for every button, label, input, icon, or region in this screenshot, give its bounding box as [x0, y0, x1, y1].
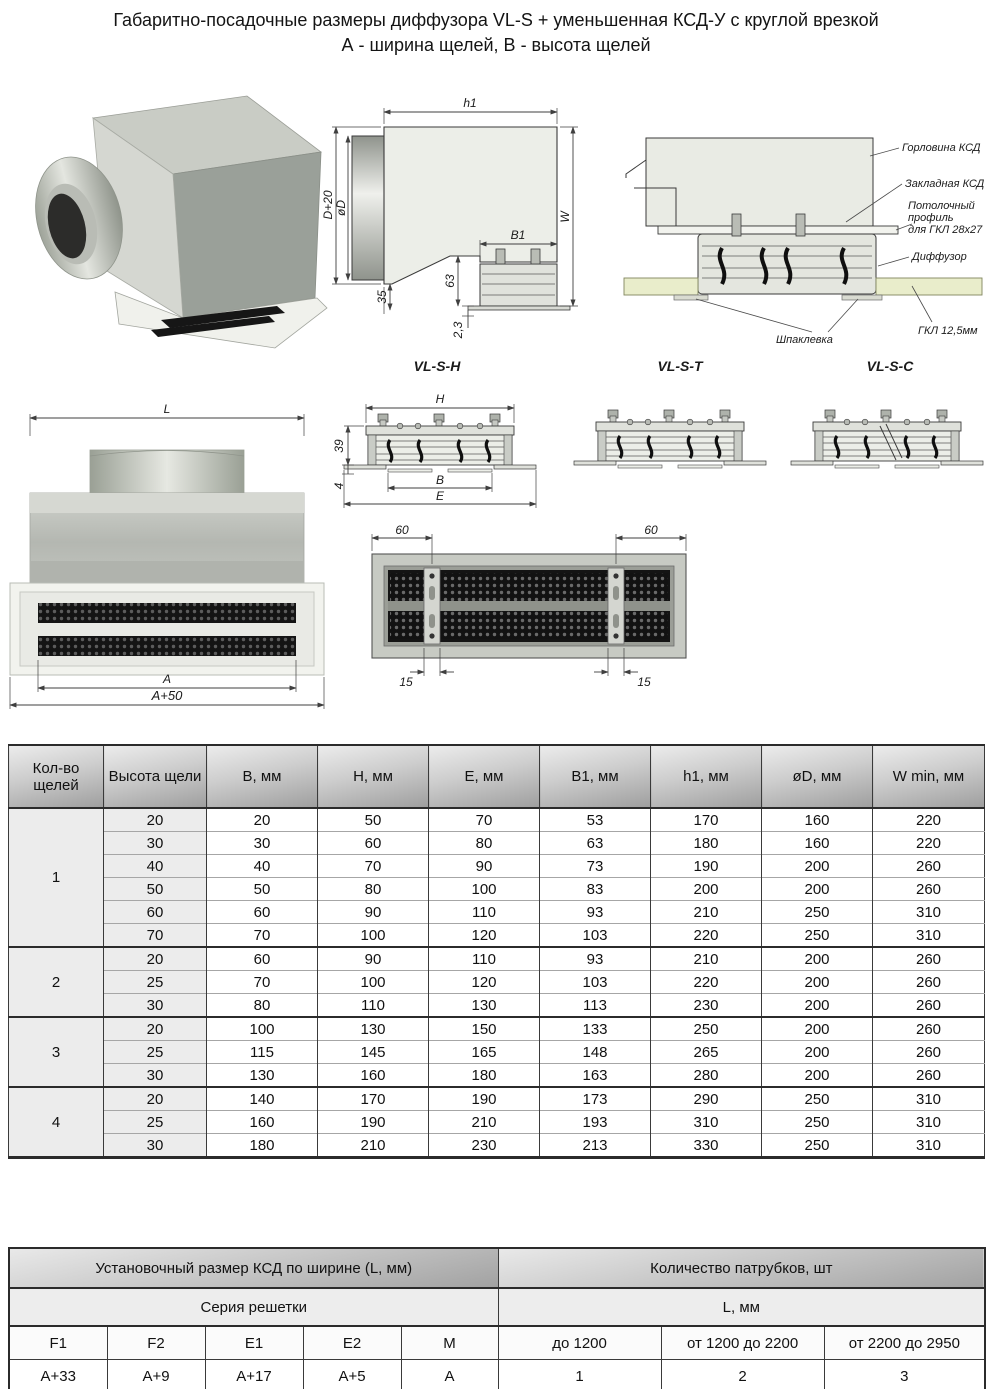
value-cell: 310 — [873, 1087, 985, 1111]
slot-count-cell: 1 — [9, 808, 104, 947]
value-cell: 103 — [540, 971, 651, 994]
iso-view-drawing — [15, 66, 330, 356]
value-cell: 165 — [429, 1041, 540, 1064]
value-cell: 90 — [429, 855, 540, 878]
diffuser-cross-section — [574, 410, 766, 468]
value-cell: 250 — [762, 901, 873, 924]
variant-label-vlsh: VL-S-H — [413, 358, 461, 374]
value-cell: 140 — [207, 1087, 318, 1111]
value-cell: 265 — [651, 1041, 762, 1064]
table-header-row — [9, 745, 985, 808]
value-cell: 220 — [651, 924, 762, 948]
value-cell: 193 — [540, 1111, 651, 1134]
dim-23: 2,3 — [451, 321, 465, 339]
value-cell: 90 — [318, 947, 429, 971]
slot-height-cell: 25 — [104, 1041, 207, 1064]
putty-left — [674, 295, 708, 300]
callout-profil-3: для ГКЛ 28х27 — [908, 224, 983, 236]
table-row — [9, 971, 985, 994]
bottom-header-row — [9, 1248, 985, 1288]
value-cell: 213 — [540, 1134, 651, 1158]
value-cell: 113 — [540, 994, 651, 1018]
table-row — [9, 1134, 985, 1158]
slot-height-cell: 40 — [104, 855, 207, 878]
dim-E: E — [435, 489, 445, 503]
value-cell: 70 — [207, 924, 318, 948]
table-row — [9, 1041, 985, 1064]
dim-B: B — [435, 473, 445, 487]
left-section-header: Установочный размер КСД по ширине (L, мм) — [9, 1248, 498, 1288]
callout-shpaklevka: Шпаклевка — [776, 334, 833, 346]
series-col-f2: F2 — [107, 1326, 205, 1360]
value-cell: 250 — [762, 1087, 873, 1111]
value-cell: 200 — [762, 947, 873, 971]
value-cell: 220 — [873, 832, 985, 855]
ksd-neck — [646, 138, 873, 226]
value-cell: 230 — [429, 1134, 540, 1158]
series-value-f2: A+9 — [107, 1360, 205, 1389]
range-value-1: 1 — [498, 1360, 661, 1389]
range-value-2: 2 — [661, 1360, 824, 1389]
value-cell: 100 — [318, 971, 429, 994]
slot-height-cell: 70 — [104, 924, 207, 948]
dim-A: A — [162, 672, 172, 686]
callout-profil-2: профиль — [908, 212, 954, 224]
series-col-e1: E1 — [205, 1326, 303, 1360]
value-cell: 260 — [873, 971, 985, 994]
value-cell: 190 — [318, 1111, 429, 1134]
table-row — [9, 1087, 985, 1111]
value-cell: 133 — [540, 1017, 651, 1041]
range-col-2: от 1200 до 2200 — [661, 1326, 824, 1360]
value-cell: 70 — [207, 971, 318, 994]
value-cell: 148 — [540, 1041, 651, 1064]
slot-height-cell: 20 — [104, 1017, 207, 1041]
slot-height-cell: 50 — [104, 878, 207, 901]
value-cell: 200 — [762, 1041, 873, 1064]
value-cell: 93 — [540, 947, 651, 971]
value-cell: 290 — [651, 1087, 762, 1111]
value-cell: 250 — [762, 1111, 873, 1134]
value-cell: 130 — [429, 994, 540, 1018]
right-section-header: Количество патрубков, шт — [498, 1248, 985, 1288]
value-cell: 80 — [207, 994, 318, 1018]
value-cell: 100 — [429, 878, 540, 901]
value-cell: 220 — [651, 971, 762, 994]
length-label: L, мм — [498, 1288, 985, 1326]
bottom-subheader-row — [9, 1288, 985, 1326]
slot-count-cell: 3 — [9, 1017, 104, 1087]
slot-height-cell: 60 — [104, 901, 207, 924]
dim-15-right: 15 — [637, 675, 651, 689]
value-cell: 250 — [762, 924, 873, 948]
dim-d20: D+20 — [321, 190, 335, 220]
value-cell: 260 — [873, 1017, 985, 1041]
page-title — [0, 8, 992, 58]
duct-collar — [352, 136, 384, 280]
callout-zakladnaya: Закладная КСД — [905, 178, 985, 190]
value-cell: 210 — [651, 901, 762, 924]
mounting-bracket-left — [424, 568, 440, 644]
value-cell: 200 — [762, 878, 873, 901]
diffuser-cross-section — [791, 410, 983, 468]
value-cell: 103 — [540, 924, 651, 948]
series-value-f1: A+33 — [9, 1360, 107, 1389]
dim-b1: B1 — [510, 228, 526, 242]
value-cell: 110 — [429, 947, 540, 971]
value-cell: 93 — [540, 901, 651, 924]
value-cell: 260 — [873, 855, 985, 878]
table-row — [9, 878, 985, 901]
table-row — [9, 994, 985, 1018]
dim-60-left: 60 — [395, 523, 409, 537]
value-cell: 200 — [762, 1017, 873, 1041]
value-cell: 30 — [207, 832, 318, 855]
value-cell: 310 — [651, 1111, 762, 1134]
table-row — [9, 1017, 985, 1041]
slot-lower — [38, 636, 296, 656]
value-cell: 70 — [318, 855, 429, 878]
slot-height-cell: 30 — [104, 1134, 207, 1158]
variant-label-vlsc: VL-S-C — [866, 358, 914, 374]
value-cell: 310 — [873, 901, 985, 924]
page-title-line1: Габаритно-посадочные размеры диффузора VL-S + уменьшенная КСД-У с круглой врезкой — [113, 10, 879, 30]
slot-height-cell: 20 — [104, 808, 207, 832]
variant-label-vlst: VL-S-T — [657, 358, 703, 374]
gypsum-board-right — [876, 278, 982, 295]
value-cell: 230 — [651, 994, 762, 1018]
header-b: В, мм — [207, 745, 318, 808]
table-row — [9, 832, 985, 855]
value-cell: 120 — [429, 924, 540, 948]
installation-table — [8, 1247, 986, 1389]
range-col-1: до 1200 — [498, 1326, 661, 1360]
table-row — [9, 1064, 985, 1088]
value-cell: 180 — [651, 832, 762, 855]
dim-L: L — [163, 402, 171, 416]
dim-od: øD — [334, 200, 348, 216]
header-e: Е, мм — [429, 745, 540, 808]
table-row — [9, 947, 985, 971]
series-value-m: A — [401, 1360, 498, 1389]
series-col-e2: E2 — [303, 1326, 401, 1360]
value-cell: 260 — [873, 1064, 985, 1088]
round-collar-front — [90, 450, 244, 493]
slot-height-cell: 25 — [104, 1111, 207, 1134]
callout-gorlovina: Горловина КСД — [902, 142, 981, 154]
value-cell: 160 — [762, 808, 873, 832]
header-wmin: W min, мм — [873, 745, 985, 808]
front-view-drawing — [2, 398, 332, 713]
page-title-line2: А - ширина щелей, В - высота щелей — [341, 35, 651, 56]
value-cell: 330 — [651, 1134, 762, 1158]
diffuser-box-3d — [23, 96, 327, 348]
value-cell: 130 — [318, 1017, 429, 1041]
slot-height-cell: 30 — [104, 832, 207, 855]
value-cell: 50 — [207, 878, 318, 901]
slot-height-cell: 25 — [104, 971, 207, 994]
small-section-vlsc — [782, 396, 992, 501]
install-section-drawing — [616, 126, 992, 364]
value-cell: 220 — [873, 808, 985, 832]
small-section-vlsh — [330, 384, 542, 516]
header-slot-count: Кол-во щелей — [9, 745, 104, 808]
value-cell: 210 — [318, 1134, 429, 1158]
value-cell: 200 — [762, 994, 873, 1018]
callout-diffuzor: Диффузор — [912, 251, 967, 263]
value-cell: 260 — [873, 947, 985, 971]
dim-39: 39 — [332, 439, 346, 453]
value-cell: 170 — [651, 808, 762, 832]
value-cell: 250 — [762, 1134, 873, 1158]
value-cell: 260 — [873, 878, 985, 901]
value-cell: 280 — [651, 1064, 762, 1088]
value-cell: 200 — [762, 971, 873, 994]
value-cell: 70 — [429, 808, 540, 832]
table-row — [9, 855, 985, 878]
grille-series-label: Серия решетки — [9, 1288, 498, 1326]
value-cell: 120 — [429, 971, 540, 994]
table-row — [9, 1111, 985, 1134]
value-cell: 190 — [651, 855, 762, 878]
value-cell: 115 — [207, 1041, 318, 1064]
value-cell: 100 — [318, 924, 429, 948]
value-cell: 250 — [651, 1017, 762, 1041]
callout-gkl: ГКЛ 12,5мм — [918, 325, 978, 337]
slot-height-cell: 30 — [104, 994, 207, 1018]
value-cell: 110 — [318, 994, 429, 1018]
value-cell: 200 — [762, 1064, 873, 1088]
value-cell: 200 — [762, 855, 873, 878]
dim-h1: h1 — [463, 96, 477, 110]
value-cell: 160 — [318, 1064, 429, 1088]
dim-4: 4 — [332, 482, 346, 490]
dim-60-right: 60 — [644, 523, 658, 537]
dim-H: H — [435, 392, 445, 406]
dimensions-table — [8, 744, 985, 1159]
value-cell: 180 — [207, 1134, 318, 1158]
value-cell: 80 — [429, 832, 540, 855]
value-cell: 160 — [207, 1111, 318, 1134]
value-cell: 150 — [429, 1017, 540, 1041]
header-b1: В1, мм — [540, 745, 651, 808]
value-cell: 180 — [429, 1064, 540, 1088]
header-od: øD, мм — [762, 745, 873, 808]
series-value-e2: A+5 — [303, 1360, 401, 1389]
value-cell: 260 — [873, 994, 985, 1018]
value-cell: 210 — [651, 947, 762, 971]
diffuser-cross-section — [344, 414, 536, 472]
value-cell: 60 — [207, 947, 318, 971]
series-col-f1: F1 — [9, 1326, 107, 1360]
range-value-3: 3 — [824, 1360, 985, 1389]
table-row — [9, 924, 985, 948]
value-cell: 190 — [429, 1087, 540, 1111]
plenum-body — [352, 127, 570, 310]
slot-upper — [38, 603, 296, 623]
value-cell: 73 — [540, 855, 651, 878]
value-cell: 60 — [207, 901, 318, 924]
value-cell: 80 — [318, 878, 429, 901]
value-cell: 310 — [873, 1111, 985, 1134]
putty-right — [842, 295, 882, 300]
value-cell: 20 — [207, 808, 318, 832]
bottom-values-row — [9, 1360, 985, 1389]
value-cell: 40 — [207, 855, 318, 878]
value-cell: 210 — [429, 1111, 540, 1134]
value-cell: 63 — [540, 832, 651, 855]
series-col-m: M — [401, 1326, 498, 1360]
value-cell: 50 — [318, 808, 429, 832]
header-slot-height: Высота щели — [104, 745, 207, 808]
slot-height-cell: 20 — [104, 947, 207, 971]
diffuser-section — [480, 264, 557, 306]
value-cell: 170 — [318, 1087, 429, 1111]
range-col-3: от 2200 до 2950 — [824, 1326, 985, 1360]
value-cell: 260 — [873, 1041, 985, 1064]
side-view-drawing — [321, 84, 620, 362]
value-cell: 160 — [762, 832, 873, 855]
value-cell: 110 — [429, 901, 540, 924]
ceiling-profile — [658, 226, 898, 234]
value-cell: 310 — [873, 924, 985, 948]
value-cell: 163 — [540, 1064, 651, 1088]
value-cell: 173 — [540, 1087, 651, 1111]
value-cell: 90 — [318, 901, 429, 924]
value-cell: 60 — [318, 832, 429, 855]
bottom-columns-row — [9, 1326, 985, 1360]
callout-profil-1: Потолочный — [908, 200, 975, 212]
small-section-vlst — [565, 396, 777, 501]
slot-height-cell: 30 — [104, 1064, 207, 1088]
value-cell: 145 — [318, 1041, 429, 1064]
grille-view-drawing — [358, 523, 703, 691]
dim-w: W — [558, 211, 572, 223]
value-cell: 100 — [207, 1017, 318, 1041]
header-h: Н, мм — [318, 745, 429, 808]
dim-15-left: 15 — [399, 675, 413, 689]
table-row — [9, 808, 985, 832]
front-view-body — [10, 450, 324, 675]
header-h1: h1, мм — [651, 745, 762, 808]
grille-assembly — [372, 554, 686, 658]
gypsum-board-left — [624, 278, 698, 295]
value-cell: 53 — [540, 808, 651, 832]
value-cell: 130 — [207, 1064, 318, 1088]
mounting-bracket-right — [608, 568, 624, 644]
dim-35: 35 — [375, 290, 389, 304]
value-cell: 200 — [651, 878, 762, 901]
slot-count-cell: 4 — [9, 1087, 104, 1158]
value-cell: 310 — [873, 1134, 985, 1158]
flange — [468, 306, 570, 310]
slot-count-cell: 2 — [9, 947, 104, 1017]
dim-63: 63 — [443, 274, 457, 288]
value-cell: 83 — [540, 878, 651, 901]
table-row — [9, 901, 985, 924]
slot-height-cell: 20 — [104, 1087, 207, 1111]
series-value-e1: A+17 — [205, 1360, 303, 1389]
dim-A50: A+50 — [151, 688, 183, 703]
